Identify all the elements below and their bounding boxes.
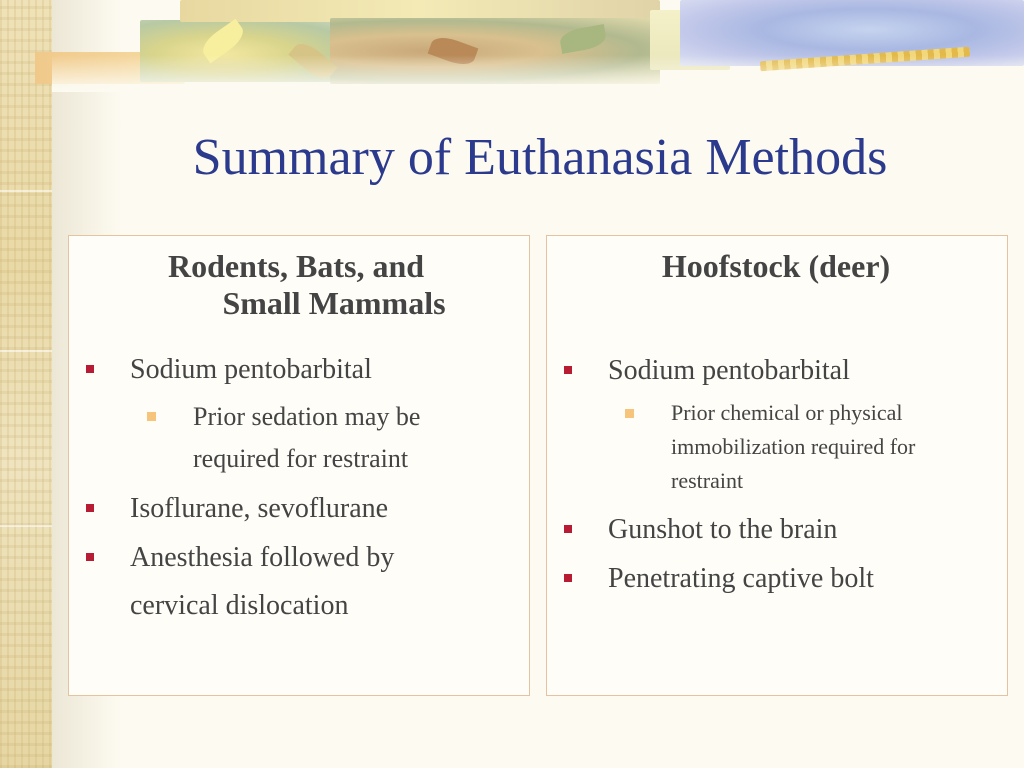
list-item: Gunshot to the brain (608, 514, 838, 545)
parchment-side-strip (0, 0, 52, 768)
list-item: Sodium pentobarbital (608, 355, 850, 386)
bullet-icon (86, 553, 94, 561)
rodents-panel (68, 235, 530, 696)
bullet-icon (564, 525, 572, 533)
bullet-icon (86, 504, 94, 512)
sub-bullet-icon (147, 412, 156, 421)
rodents-panel-heading (69, 248, 531, 322)
slide-title: Summary of Euthanasia Methods (192, 129, 888, 186)
item-line: restraint (671, 468, 744, 493)
item-line: Prior chemical or physical (671, 400, 903, 425)
heading-line: Small Mammals (222, 285, 446, 321)
bullet-icon (86, 365, 94, 373)
hoofstock-panel (546, 235, 1008, 696)
sub-list-item (193, 396, 420, 480)
strip-seam (0, 190, 52, 192)
item-line: cervical dislocation (130, 590, 349, 621)
item-line: Anesthesia followed by (130, 542, 395, 573)
strip-seam (0, 525, 52, 527)
bullet-icon (564, 574, 572, 582)
sub-list-item (671, 396, 915, 498)
list-item: Penetrating captive bolt (608, 563, 874, 594)
decorative-leaf-banner (0, 0, 1024, 92)
sub-bullet-icon (625, 409, 634, 418)
bullet-icon (564, 366, 572, 374)
strip-seam (0, 350, 52, 352)
heading-line: Rodents, Bats, and (167, 248, 425, 284)
list-item: Sodium pentobarbital (130, 354, 372, 385)
item-line: Prior sedation may be (193, 402, 421, 431)
hoofstock-panel-heading: Hoofstock (deer) (661, 248, 891, 284)
list-item: Isoflurane, sevoflurane (130, 493, 389, 524)
banner-fade (52, 0, 1024, 92)
item-line: immobilization required for (671, 434, 916, 459)
item-line: required for restraint (193, 444, 409, 473)
list-item (130, 534, 394, 630)
